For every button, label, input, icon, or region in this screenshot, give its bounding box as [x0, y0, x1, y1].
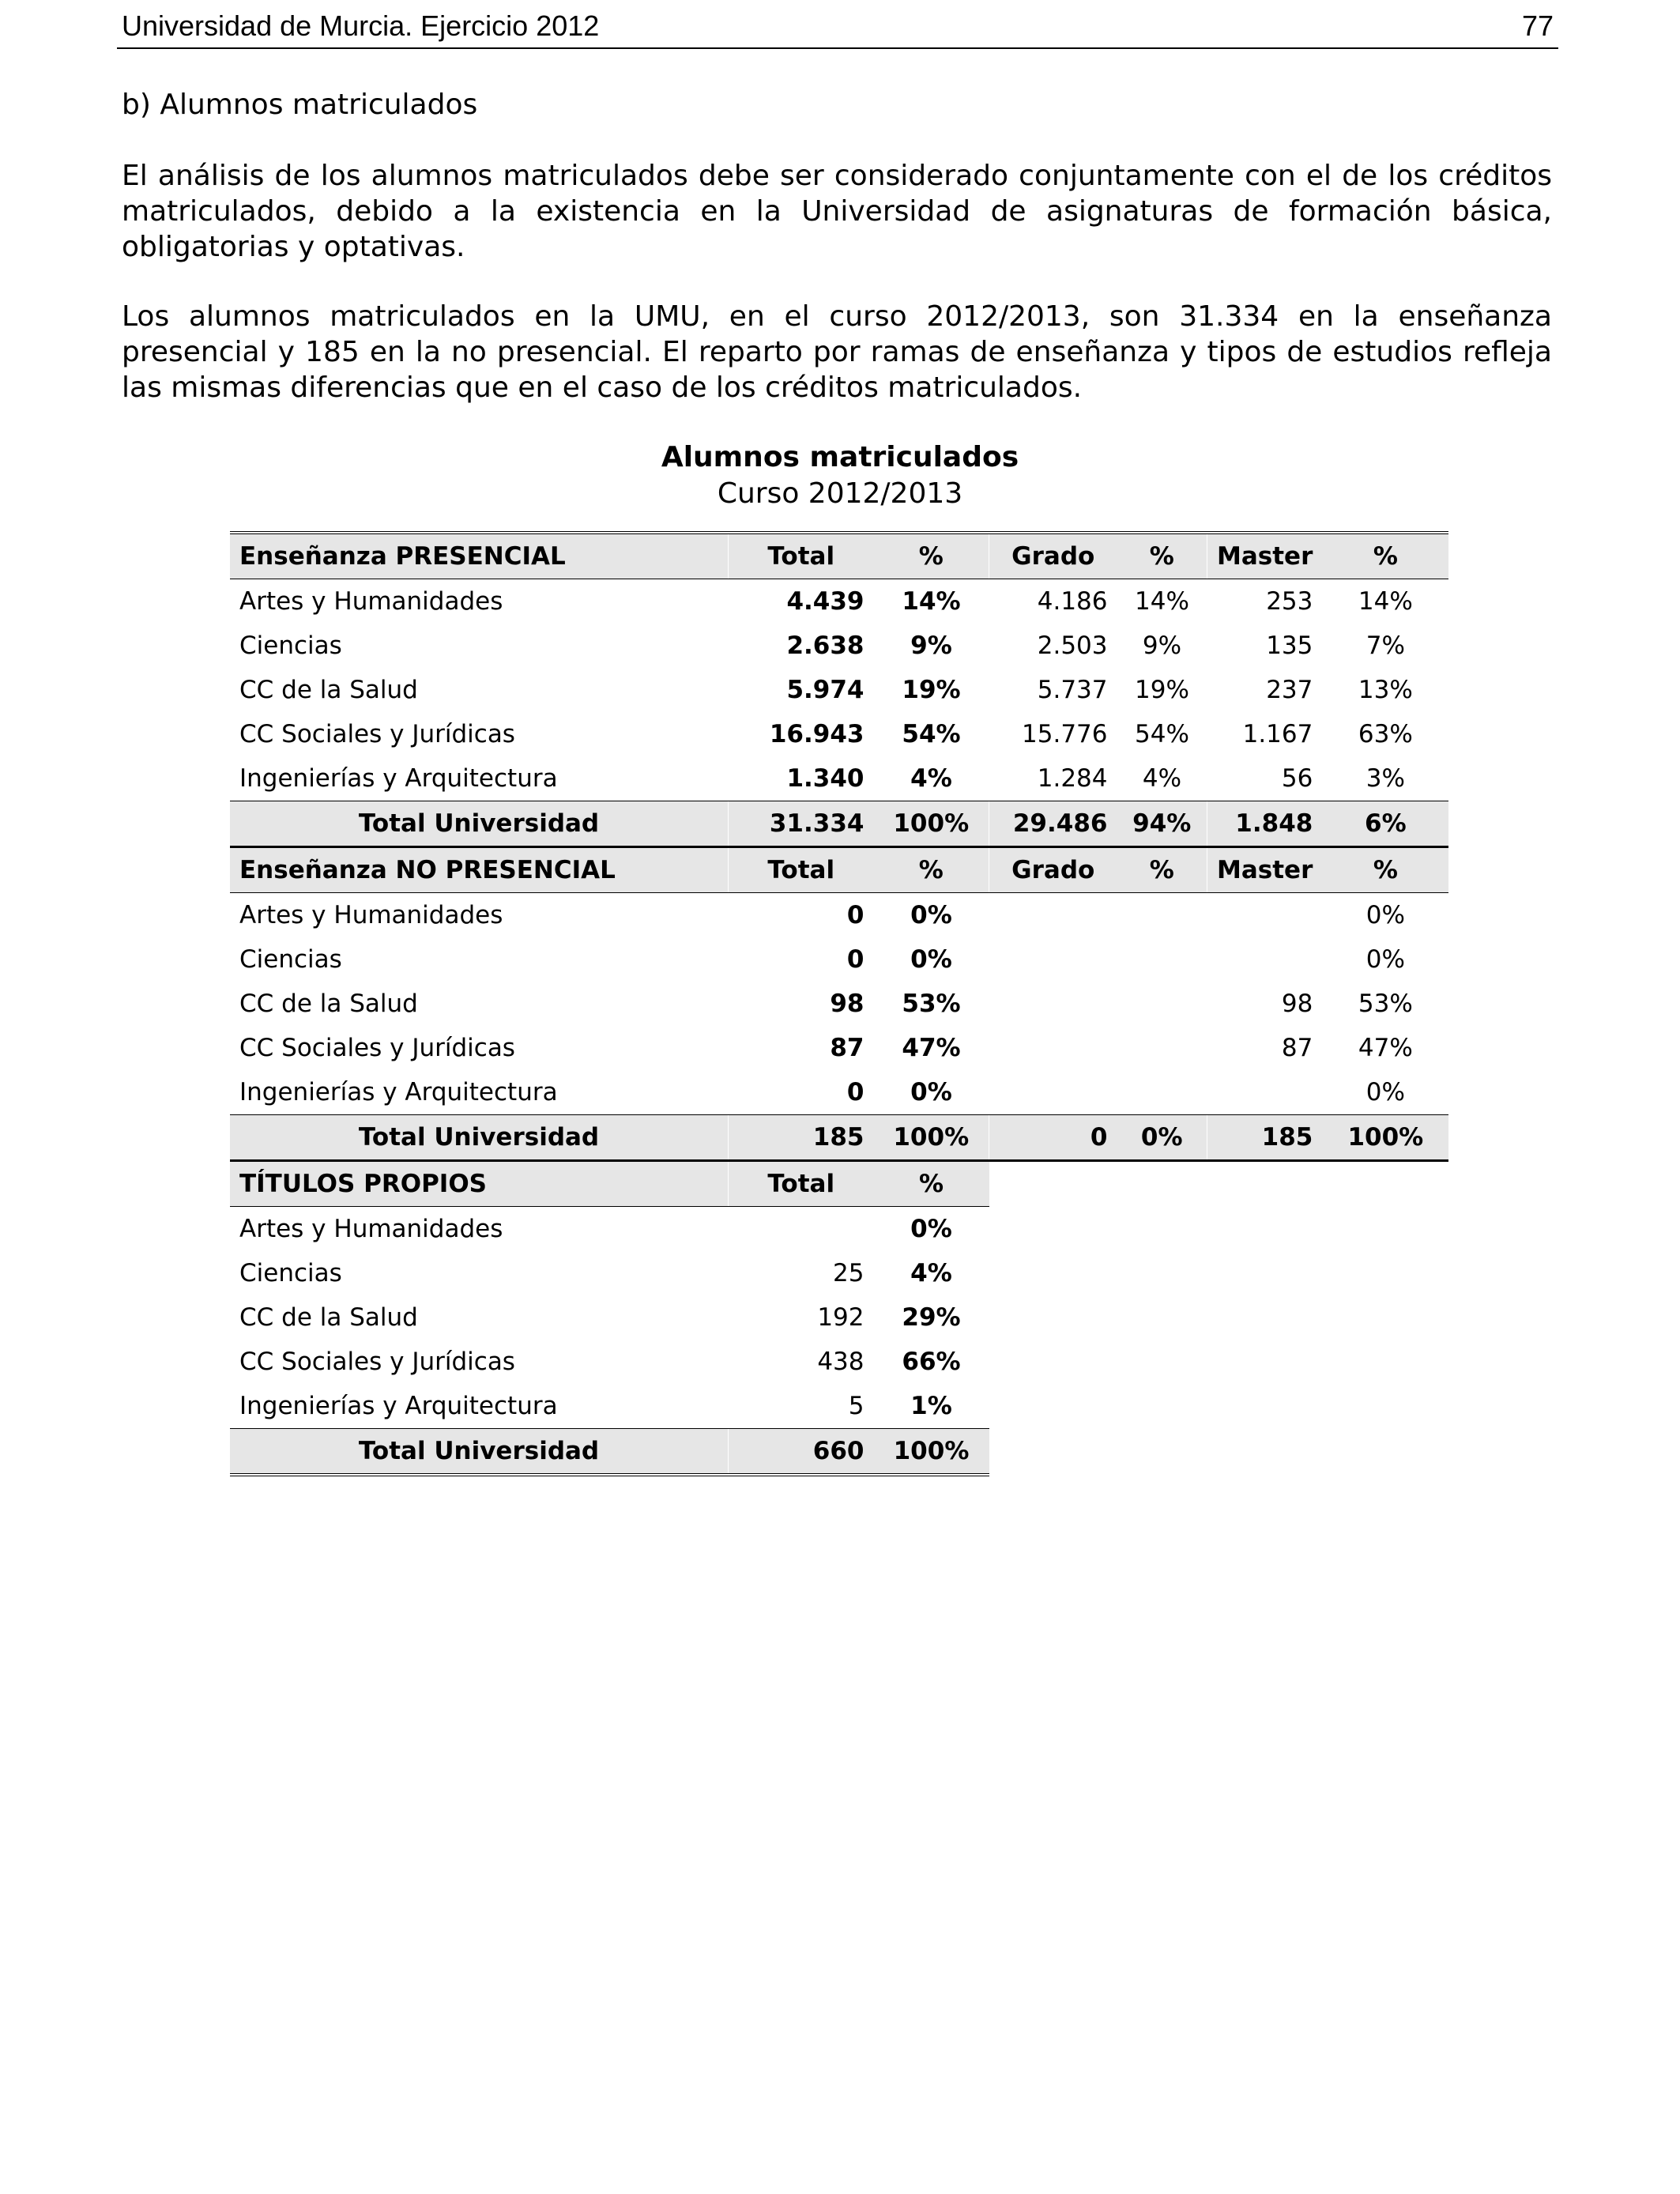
table-row: [230, 1207, 1448, 1252]
paragraph-2: Los alumnos matriculados en la UMU, en el curso 2012/2013, son 31.334 en la enseñanza presencial y 185 en la no presencial. El reparto por ramas de enseñanza y tipos de estudios refleja las mismas diferencias que en el caso de los créditos matriculados.: [122, 300, 1552, 404]
value-cell: [1117, 1340, 1207, 1384]
value-cell: 19%: [1135, 676, 1189, 704]
value-cell: [1207, 1340, 1323, 1384]
value-cell: 1.284: [1037, 764, 1108, 793]
table-row: [230, 668, 1448, 712]
value-cell: 16.943: [769, 720, 864, 748]
header-cell: Grado: [989, 533, 1117, 579]
value-cell: [1207, 1384, 1323, 1429]
value-cell: [1207, 1207, 1323, 1252]
total-row: [230, 801, 1448, 847]
value-cell: 7%: [1365, 631, 1405, 660]
total-cell: 1.848: [1207, 801, 1323, 847]
value-cell: 0%: [1365, 1078, 1405, 1106]
value-cell: [1322, 1207, 1448, 1252]
total-label: Total Universidad: [230, 801, 729, 847]
value-cell: 98: [1281, 990, 1313, 1018]
value-cell: [729, 1207, 874, 1252]
header-cell: %: [1117, 533, 1207, 579]
table-row: [230, 1384, 1448, 1429]
value-cell: [989, 1295, 1117, 1340]
header-cell: Enseñanza PRESENCIAL: [230, 533, 729, 579]
row-label: Ciencias: [239, 945, 342, 974]
table-row: [230, 1295, 1448, 1340]
value-cell: 3%: [1365, 764, 1405, 793]
table-row: [230, 756, 1448, 801]
row-label: CC Sociales y Jurídicas: [239, 1348, 515, 1376]
value-cell: 54%: [1135, 720, 1189, 748]
row-label: CC de la Salud: [239, 990, 418, 1018]
value-cell: 87: [1281, 1034, 1313, 1062]
table-section-header: [230, 847, 1448, 893]
value-cell: 47%: [902, 1034, 961, 1062]
table-row: [230, 1070, 1448, 1115]
value-cell: [1117, 982, 1207, 1026]
total-cell: 94%: [1117, 801, 1207, 847]
value-cell: 47%: [1358, 1034, 1413, 1062]
total-row: [230, 1429, 1448, 1476]
table-row: [230, 1340, 1448, 1384]
value-cell: 9%: [1142, 631, 1182, 660]
value-cell: [1322, 1340, 1448, 1384]
total-label: Total Universidad: [230, 1429, 729, 1476]
value-cell: 2.638: [786, 631, 864, 660]
value-cell: [989, 1207, 1117, 1252]
row-label: Ciencias: [239, 1259, 342, 1287]
header-cell: Enseñanza NO PRESENCIAL: [230, 847, 729, 893]
total-cell: 100%: [1322, 1115, 1448, 1161]
header-cell: [1207, 1161, 1323, 1207]
header-cell: %: [874, 847, 989, 893]
total-cell: 100%: [874, 1429, 989, 1476]
header-cell: %: [874, 533, 989, 579]
total-cell: [1207, 1429, 1323, 1476]
page-number: 77: [1521, 9, 1554, 42]
value-cell: 237: [1266, 676, 1313, 704]
value-cell: 438: [817, 1348, 864, 1376]
value-cell: 253: [1266, 587, 1313, 616]
value-cell: 87: [830, 1034, 864, 1062]
row-label: Ingenierías y Arquitectura: [239, 1392, 558, 1420]
header-cell: Grado: [989, 847, 1117, 893]
table-title: Alumnos matriculados: [661, 441, 1019, 473]
value-cell: 14%: [902, 587, 961, 616]
value-cell: 29%: [902, 1303, 961, 1332]
table-row: [230, 1026, 1448, 1070]
value-cell: [1117, 937, 1207, 982]
value-cell: 19%: [902, 676, 961, 704]
row-label: Artes y Humanidades: [239, 1215, 503, 1243]
total-cell: 0: [989, 1115, 1117, 1161]
value-cell: 5.974: [786, 676, 864, 704]
header-cell: [1322, 1161, 1448, 1207]
header-cell: [989, 1161, 1117, 1207]
value-cell: 25: [833, 1259, 864, 1287]
table-row: [230, 579, 1448, 624]
value-cell: 0%: [910, 1215, 952, 1243]
total-label: Total Universidad: [230, 1115, 729, 1161]
value-cell: [1117, 1384, 1207, 1429]
value-cell: [1117, 1251, 1207, 1295]
value-cell: [989, 982, 1117, 1026]
table-row: [230, 624, 1448, 668]
header-cell: Master: [1207, 847, 1323, 893]
value-cell: 54%: [902, 720, 961, 748]
row-label: CC Sociales y Jurídicas: [239, 1034, 515, 1062]
header-cell: Total: [729, 847, 874, 893]
table-subtitle: Curso 2012/2013: [717, 477, 963, 510]
value-cell: 14%: [1135, 587, 1189, 616]
value-cell: [989, 1384, 1117, 1429]
row-label: Ingenierías y Arquitectura: [239, 1078, 558, 1106]
total-cell: [1117, 1429, 1207, 1476]
value-cell: [1117, 893, 1207, 938]
header-title: Universidad de Murcia. Ejercicio 2012: [122, 9, 600, 42]
total-row: [230, 1115, 1448, 1161]
value-cell: 4%: [910, 764, 952, 793]
value-cell: 2.503: [1037, 631, 1108, 660]
table-section-header: [230, 1161, 1448, 1207]
total-cell: 0%: [1117, 1115, 1207, 1161]
value-cell: 4.439: [786, 587, 864, 616]
enrolment-table: [230, 531, 1448, 1476]
total-cell: 31.334: [729, 801, 874, 847]
value-cell: [1207, 1070, 1323, 1115]
value-cell: 4%: [1142, 764, 1182, 793]
header-cell: %: [1322, 847, 1448, 893]
value-cell: [989, 893, 1117, 938]
value-cell: 4.186: [1037, 587, 1108, 616]
value-cell: [1117, 1207, 1207, 1252]
table-row: [230, 937, 1448, 982]
value-cell: 98: [830, 990, 864, 1018]
total-cell: 185: [729, 1115, 874, 1161]
value-cell: [1117, 1070, 1207, 1115]
table-row: [230, 1251, 1448, 1295]
value-cell: [989, 1026, 1117, 1070]
total-cell: [989, 1429, 1117, 1476]
value-cell: 14%: [1358, 587, 1413, 616]
table-row: [230, 712, 1448, 756]
value-cell: [1207, 937, 1323, 982]
value-cell: [1207, 1295, 1323, 1340]
value-cell: [989, 1070, 1117, 1115]
value-cell: 63%: [1358, 720, 1413, 748]
value-cell: 5: [848, 1392, 864, 1420]
value-cell: [1207, 1251, 1323, 1295]
row-label: Ciencias: [239, 631, 342, 660]
value-cell: 0: [846, 945, 864, 974]
row-label: Artes y Humanidades: [239, 901, 503, 929]
paragraph-1: El análisis de los alumnos matriculados debe ser considerado conjuntamente con el de los créditos matriculados, debido a la existencia en la Universidad de asignaturas de formación básica, obligatorias y optativas.: [122, 160, 1552, 263]
header-cell: TÍTULOS PROPIOS: [230, 1161, 729, 1207]
value-cell: [1117, 1026, 1207, 1070]
table-row: [230, 893, 1448, 938]
total-cell: 6%: [1322, 801, 1448, 847]
value-cell: 0: [846, 901, 864, 929]
value-cell: [1117, 1295, 1207, 1340]
header-cell: Total: [729, 1161, 874, 1207]
value-cell: 0: [846, 1078, 864, 1106]
value-cell: [1322, 1251, 1448, 1295]
total-cell: 29.486: [989, 801, 1117, 847]
header-cell: [1117, 1161, 1207, 1207]
total-cell: 100%: [874, 1115, 989, 1161]
value-cell: 135: [1266, 631, 1313, 660]
table-section-header: [230, 533, 1448, 579]
header-cell: %: [874, 1161, 989, 1207]
value-cell: 15.776: [1022, 720, 1108, 748]
value-cell: [989, 1251, 1117, 1295]
value-cell: 192: [817, 1303, 864, 1332]
value-cell: 1.167: [1242, 720, 1313, 748]
value-cell: [989, 937, 1117, 982]
value-cell: 0%: [910, 945, 952, 974]
header-cell: Master: [1207, 533, 1323, 579]
page-header: [117, 3, 1558, 49]
value-cell: 0%: [1365, 901, 1405, 929]
row-label: Artes y Humanidades: [239, 587, 503, 616]
row-label: CC de la Salud: [239, 1303, 418, 1332]
value-cell: 66%: [902, 1348, 961, 1376]
row-label: CC Sociales y Jurídicas: [239, 720, 515, 748]
value-cell: [989, 1340, 1117, 1384]
total-cell: 185: [1207, 1115, 1323, 1161]
value-cell: 5.737: [1037, 676, 1108, 704]
value-cell: 1%: [910, 1392, 952, 1420]
header-cell: %: [1322, 533, 1448, 579]
total-cell: 100%: [874, 801, 989, 847]
value-cell: [1322, 1384, 1448, 1429]
row-label: CC de la Salud: [239, 676, 418, 704]
value-cell: 9%: [910, 631, 952, 660]
value-cell: 4%: [910, 1259, 952, 1287]
total-cell: 660: [729, 1429, 874, 1476]
value-cell: [1322, 1295, 1448, 1340]
value-cell: 13%: [1358, 676, 1413, 704]
row-label: Ingenierías y Arquitectura: [239, 764, 558, 793]
table-row: [230, 982, 1448, 1026]
header-cell: Total: [729, 533, 874, 579]
value-cell: 56: [1281, 764, 1313, 793]
value-cell: 0%: [910, 901, 952, 929]
section-heading: b) Alumnos matriculados: [122, 89, 478, 121]
header-cell: %: [1117, 847, 1207, 893]
value-cell: 0%: [1365, 945, 1405, 974]
value-cell: [1207, 893, 1323, 938]
value-cell: 0%: [910, 1078, 952, 1106]
total-cell: [1322, 1429, 1448, 1476]
value-cell: 53%: [1358, 990, 1413, 1018]
value-cell: 53%: [902, 990, 961, 1018]
value-cell: 1.340: [786, 764, 864, 793]
